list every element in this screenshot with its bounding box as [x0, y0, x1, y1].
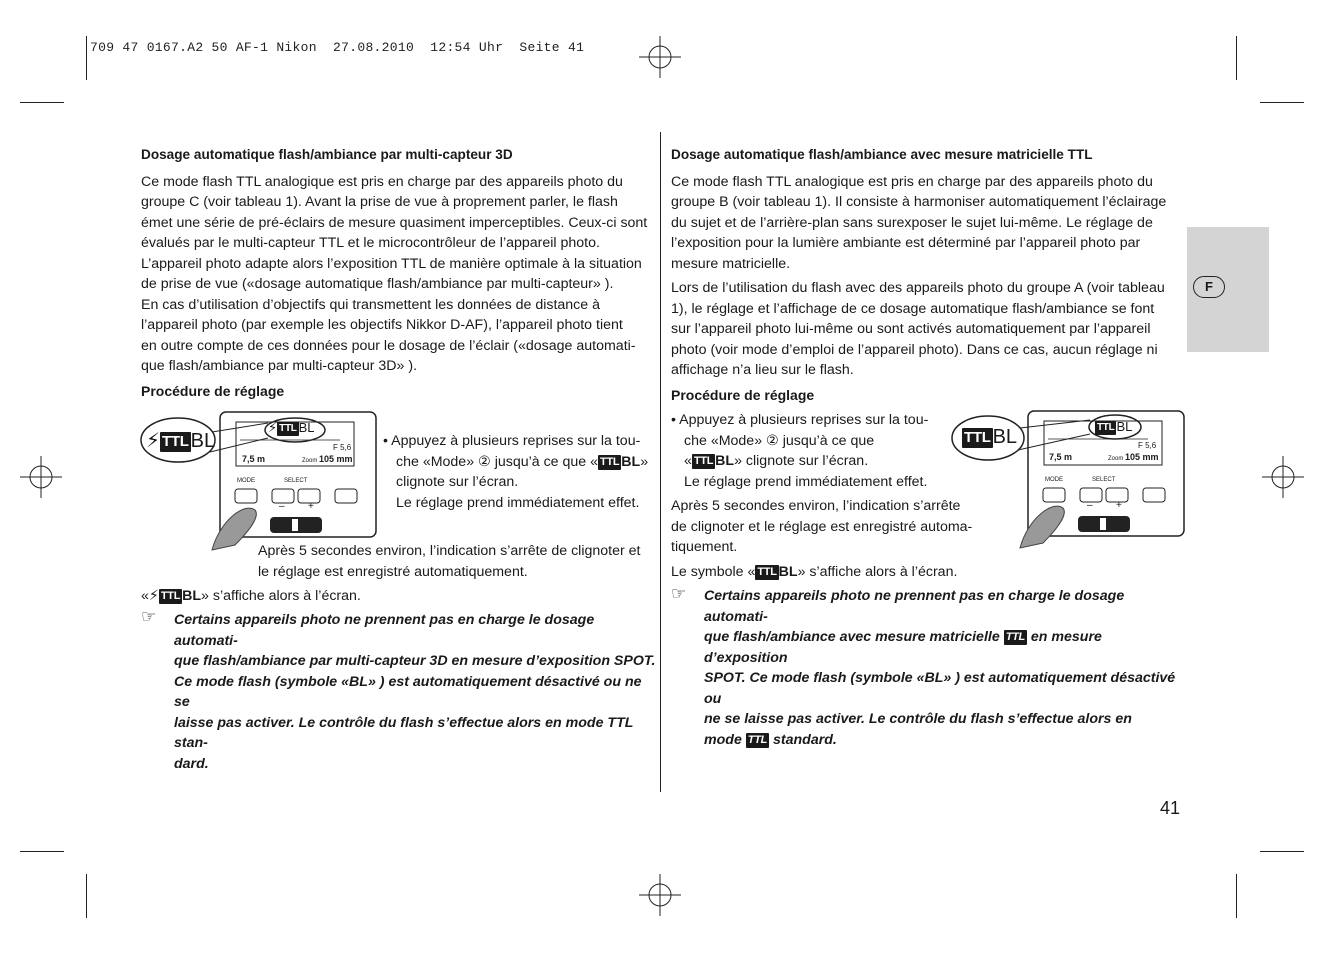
- paragraph-line: l’exposition pour la lumière ambiante est déterminé par l’appareil photo par: [671, 235, 1141, 251]
- note-line: ne se laisse pas activer. Le contrôle du flash s’effectue alors en: [704, 711, 1132, 727]
- print-header: 709 47 0167.A2 50 AF-1 Nikon 27.08.2010 12:54 Uhr Seite 41: [90, 40, 585, 55]
- bl-label: BL: [1116, 419, 1133, 434]
- bl-label: BL: [778, 564, 798, 580]
- left-bullet: [383, 431, 658, 513]
- language-badge: F: [1193, 276, 1225, 298]
- mode-label: MODE: [1045, 477, 1063, 483]
- symbol-text: » s’affiche alors à l’écran.: [797, 564, 958, 580]
- crop-mark: [20, 102, 64, 103]
- bullet-line: che «Mode» ② jusqu’à ce que: [684, 432, 875, 449]
- bullet-line: Le réglage prend immédiatement effet.: [396, 494, 640, 511]
- bl-label: BL: [715, 453, 735, 469]
- paragraph-line: du sujet et de l’arrière-plan sans surexposer le sujet lui-même. Le réglage de: [671, 214, 1153, 231]
- crop-mark: [86, 36, 87, 80]
- ttl-icon: TTL: [1005, 631, 1025, 643]
- ttl-icon: TTL: [160, 590, 181, 602]
- procedure-title: Procédure de réglage: [671, 386, 815, 403]
- section-heading: Dosage automatique flash/ambiance par multi-capteur 3D: [141, 147, 513, 162]
- crop-mark: [86, 874, 87, 918]
- ttl-icon: TTL: [693, 455, 714, 467]
- plus-label: +: [1116, 500, 1122, 511]
- display-symbol-small: [268, 420, 314, 436]
- bullet-line: Le réglage prend immédiatement effet.: [684, 473, 928, 490]
- select-label: SELECT: [1092, 477, 1116, 483]
- note-text: mode: [704, 731, 742, 748]
- note-line: Ce mode flash (symbole «BL» ) est automatiquement désactivé ou ne se: [174, 673, 642, 710]
- bl-label: BL: [182, 588, 202, 604]
- note-line: Certains appareils photo ne prennent pas en charge le dosage automati-: [704, 588, 1125, 625]
- display-symbol-small: [1095, 419, 1132, 435]
- right-bullet: [671, 410, 951, 492]
- bullet-text: » clignote sur l’écran.: [396, 453, 649, 490]
- flash-bolt-icon: ⚡: [268, 420, 278, 435]
- minus-label: –: [1087, 500, 1093, 511]
- ttl-icon: TTL: [1097, 422, 1115, 433]
- ttl-icon: TTL: [964, 429, 991, 446]
- paragraph-line: en outre compte de ces données pour le dosage de l’éclair («dosage automati-: [141, 337, 636, 354]
- display-zoom: [302, 454, 353, 464]
- bullet-line: [671, 451, 951, 472]
- left-after: [258, 541, 658, 582]
- right-column: [671, 145, 1186, 405]
- zoom-value: 105 mm: [1125, 452, 1159, 462]
- paragraph-line: l’appareil photo (par exemple les objectifs Nikkor D-AF), l’appareil photo tient: [141, 317, 623, 333]
- display-distance: 7,5 m: [242, 454, 266, 464]
- bullet-text: «: [684, 453, 692, 469]
- display-zoom: [1108, 452, 1159, 462]
- ttl-icon: TTL: [747, 733, 768, 746]
- page-number: 41: [1160, 798, 1181, 818]
- note-line: [704, 627, 1186, 668]
- note-line: [704, 730, 1186, 751]
- after-line: de clignoter et le réglage est enregistré automa-: [671, 518, 973, 535]
- display-aperture: F 5,6: [333, 443, 352, 452]
- note-text: que flash/ambiance avec mesure matricielle: [704, 629, 1000, 645]
- bl-label: BL: [298, 420, 315, 435]
- bl-label: BL: [190, 430, 216, 452]
- mode-label: MODE: [237, 478, 255, 484]
- right-after: [671, 496, 981, 558]
- column-divider: [660, 132, 661, 792]
- ttl-icon: TTL: [279, 423, 297, 434]
- registration-mark-icon: [639, 874, 681, 916]
- note-line: que flash/ambiance par multi-capteur 3D en mesure d’exposition SPOT.: [174, 653, 656, 669]
- paragraph-line: de prise de vue («dosage automatique flash/ambiance par multi-capteur» ).: [141, 276, 614, 292]
- zoom-value: 105 mm: [319, 454, 353, 464]
- zoom-label: Zoom: [302, 458, 318, 464]
- bullet-text: che «Mode» ② jusqu’à ce que «: [396, 453, 599, 470]
- registration-mark-icon: [639, 36, 681, 78]
- paragraph-line: L’appareil photo adapte alors l’exposition TTL de manière optimale à la situation: [141, 255, 642, 272]
- display-aperture: F 5,6: [1138, 441, 1157, 450]
- paragraph-line: émet une série de pré-éclairs de mesure quasiment imperceptibles. Ceux-ci sont: [141, 214, 648, 231]
- paragraph-line: photo (voir mode d’emploi de l’appareil photo). Dans ce cas, aucun réglage ni: [671, 341, 1158, 358]
- paragraph-line: groupe B (voir tableau 1). Il consiste à harmoniser automatiquement l’éclairage: [671, 194, 1167, 210]
- flash-bolt-icon: ⚡: [146, 430, 161, 452]
- select-label: SELECT: [284, 478, 308, 484]
- crop-mark: [20, 851, 64, 852]
- registration-mark-icon: [20, 456, 62, 498]
- left-note: [174, 610, 659, 774]
- crop-mark: [1236, 36, 1237, 80]
- crop-mark: [1260, 851, 1304, 852]
- symbol-text: «: [141, 588, 149, 604]
- bl-label: BL: [621, 453, 641, 470]
- paragraph-line: évalués par le multi-capteur TTL et le microcontrôleur de l’appareil photo.: [141, 235, 600, 251]
- bullet-line: • Appuyez à plusieurs reprises sur la tou-: [671, 412, 929, 428]
- bl-label: BL: [992, 426, 1018, 448]
- paragraph-line: Ce mode flash TTL analogique est pris en charge par des appareils photo du: [671, 173, 1153, 190]
- display-symbol: [962, 426, 1017, 449]
- symbol-text: Le symbole «: [671, 564, 756, 580]
- display-distance: 7,5 m: [1049, 452, 1073, 462]
- flash-bolt-icon: ⚡: [148, 588, 159, 604]
- left-symbol-line: [141, 586, 361, 607]
- paragraph-line: 1), le réglage et l’affichage de ce dosage automatique flash/ambiance se font: [671, 300, 1155, 317]
- display-symbol: [146, 428, 215, 453]
- left-column: [141, 145, 656, 401]
- symbol-text: » s’affiche alors à l’écran.: [201, 588, 361, 604]
- note-line: Certains appareils photo ne prennent pas en charge le dosage automati-: [174, 612, 595, 649]
- procedure-title: Procédure de réglage: [141, 382, 285, 399]
- paragraph-line: En cas d’utilisation d’objectifs qui transmettent les données de distance à: [141, 296, 601, 313]
- bullet-line: • Appuyez à plusieurs reprises sur la tou-: [383, 433, 641, 449]
- paragraph-line: sur l’appareil photo lui-même ou sont activés automatiquement par l’appareil: [671, 321, 1151, 337]
- note-text: standard.: [773, 731, 837, 748]
- after-line: le réglage est enregistré automatiquement.: [258, 563, 528, 580]
- after-line: tiquement.: [671, 539, 738, 555]
- plus-label: +: [308, 501, 314, 512]
- paragraph-line: mesure matricielle.: [671, 255, 791, 272]
- right-note: [704, 586, 1186, 750]
- ttl-icon: TTL: [600, 455, 620, 468]
- ttl-icon: TTL: [162, 433, 189, 450]
- note-line: dard.: [174, 755, 209, 772]
- paragraph-line: groupe C (voir tableau 1). Avant la prise de vue à proprement parler, le flash: [141, 194, 618, 210]
- zoom-label: Zoom: [1108, 456, 1124, 462]
- note-hand-icon: ☞: [671, 584, 687, 603]
- paragraph-line: Ce mode flash TTL analogique est pris en charge par des appareils photo du: [141, 173, 623, 190]
- bullet-line: [383, 452, 658, 493]
- paragraph-line: affichage n’a lieu sur le flash.: [671, 362, 854, 378]
- right-symbol-line: [671, 562, 957, 583]
- bullet-text: » clignote sur l’écran.: [734, 453, 869, 469]
- after-line: Après 5 secondes environ, l’indication s’arrête: [671, 498, 961, 514]
- crop-mark: [1236, 874, 1237, 918]
- paragraph-line: que flash/ambiance par multi-capteur 3D» ).: [141, 358, 418, 374]
- note-text: en mesure d’exposition: [704, 629, 1102, 666]
- registration-mark-icon: [1262, 456, 1304, 498]
- paragraph-line: Lors de l’utilisation du flash avec des appareils photo du groupe A (voir tableau: [671, 280, 1165, 296]
- after-line: Après 5 secondes environ, l’indication s’arrête de clignoter et: [258, 543, 641, 559]
- crop-mark: [1260, 102, 1304, 103]
- note-line: SPOT. Ce mode flash (symbole «BL» ) est automatiquement désactivé ou: [704, 670, 1176, 707]
- minus-label: –: [279, 501, 285, 512]
- note-hand-icon: ☞: [141, 607, 157, 626]
- note-line: laisse pas activer. Le contrôle du flash s’effectue alors en mode TTL stan-: [174, 714, 634, 751]
- section-heading: Dosage automatique flash/ambiance avec mesure matricielle TTL: [671, 147, 1093, 162]
- ttl-icon: TTL: [757, 566, 777, 578]
